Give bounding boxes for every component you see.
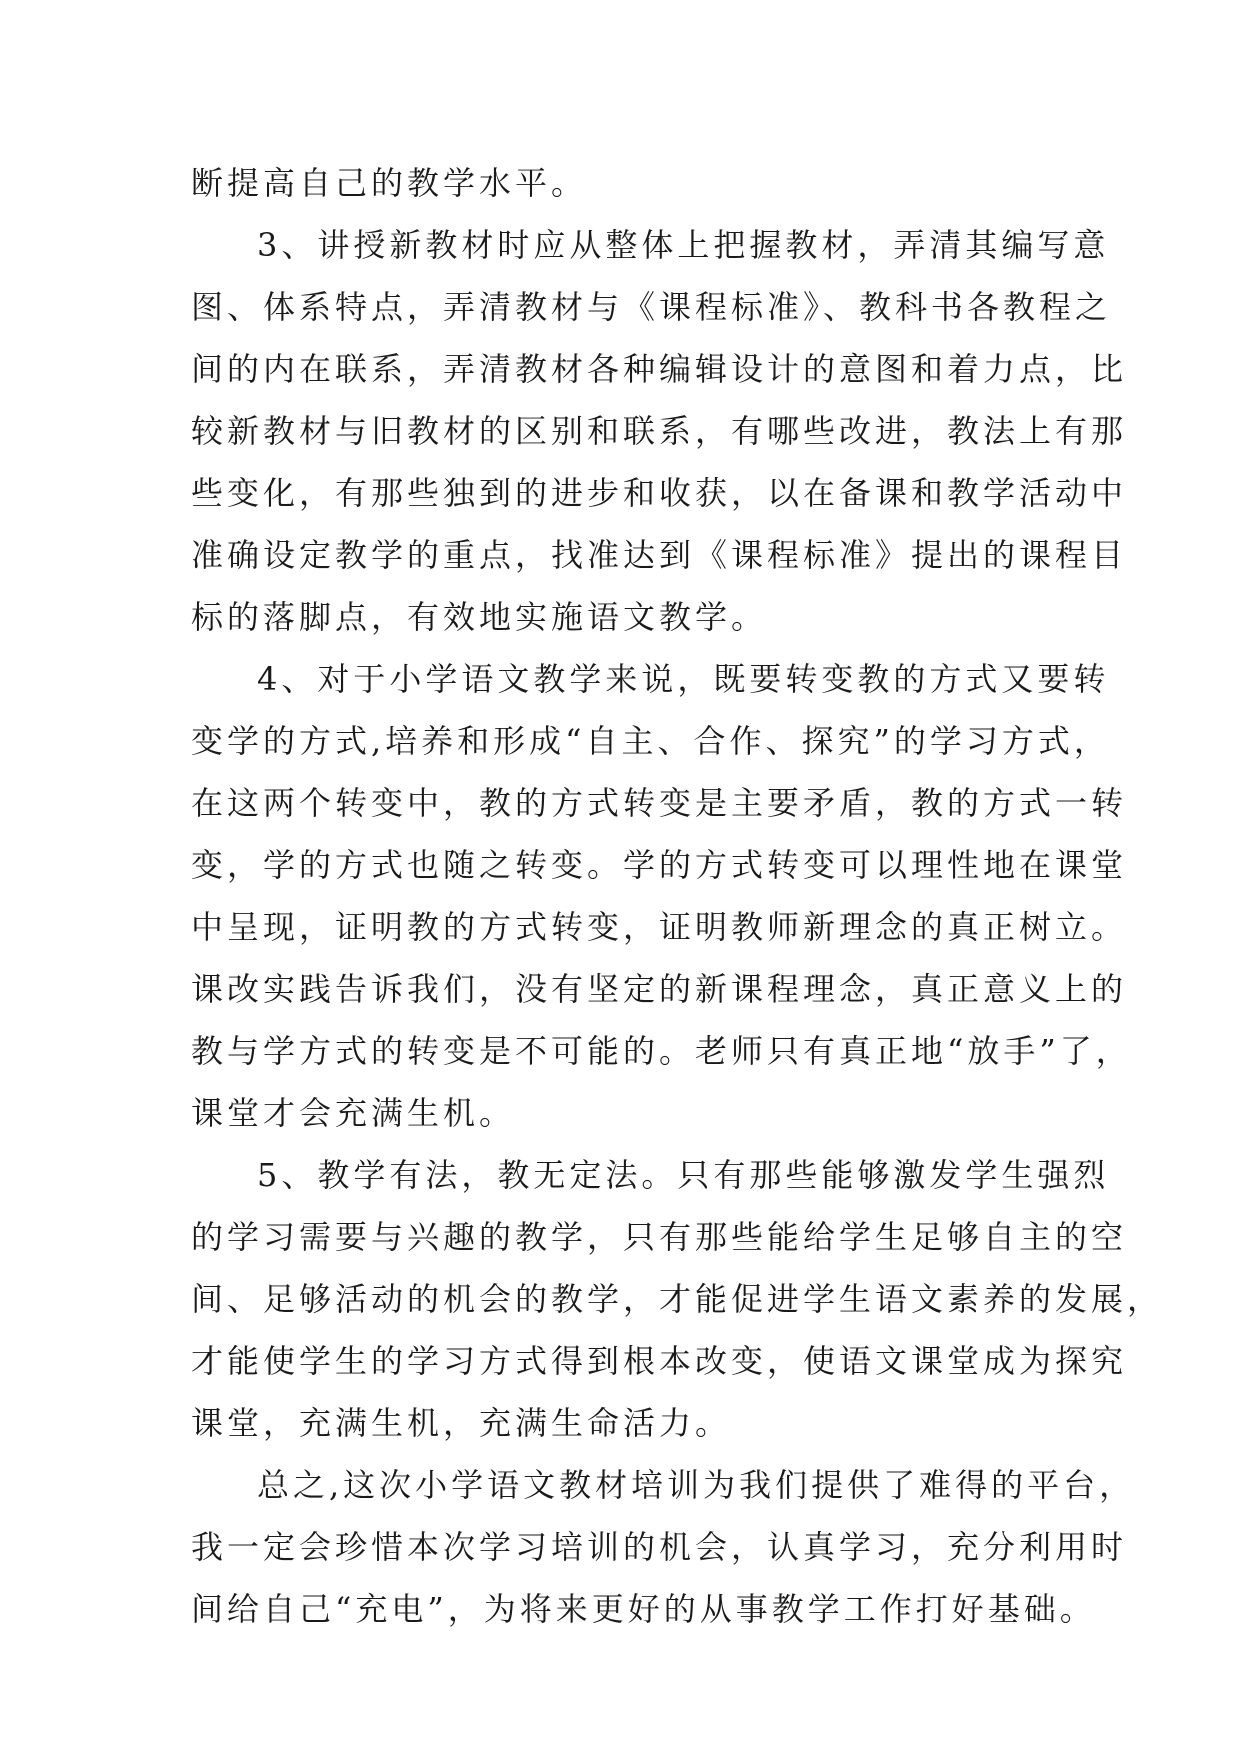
text-line-1: 断提高自己的教学水平。 (191, 164, 588, 202)
document-body (191, 152, 1164, 1640)
text-line-3: 图、体系特点，弄清教材与《课程标准》、教科书各教程之 (191, 288, 1112, 326)
text-line-2: 3、讲授新教材时应从整体上把握教材，弄清其编写意 (257, 226, 1110, 264)
text-line-22: 总之,这次小学语文教材培训为我们提供了难得的平台， (257, 1466, 1136, 1504)
text-line-9: 4、对于小学语文教学来说，既要转变教的方式又要转 (257, 660, 1110, 698)
text-line-7: 准确设定教学的重点，找准达到《课程标准》提出的课程目 (191, 536, 1128, 574)
text-line-10: 变学的方式,培养和形成“自主、合作、探究”的学习方式， (191, 722, 1110, 760)
text-line-17: 5、教学有法，教无定法。只有那些能够激发学生强烈 (257, 1156, 1110, 1194)
text-line-24: 间给自己“充电”，为将来更好的从事教学工作打好基础。 (191, 1590, 1096, 1628)
text-line-6: 些变化，有那些独到的进步和收获，以在备课和教学活动中 (191, 474, 1128, 512)
text-line-23: 我一定会珍惜本次学习培训的机会，认真学习，充分利用时 (191, 1528, 1128, 1566)
text-line-15: 教与学方式的转变是不可能的。老师只有真正地“放手”了， (191, 1032, 1132, 1070)
text-line-12: 变，学的方式也随之转变。学的方式转变可以理性地在课堂 (191, 846, 1128, 884)
text-line-21: 课堂，充满生机，充满生命活力。 (191, 1404, 732, 1442)
text-line-5: 较新教材与旧教材的区别和联系，有哪些改进，教法上有那 (191, 412, 1128, 450)
text-line-18: 的学习需要与兴趣的教学，只有那些能给学生足够自主的空 (191, 1218, 1128, 1256)
text-line-20: 才能使学生的学习方式得到根本改变，使语文课堂成为探究 (191, 1342, 1128, 1380)
text-line-16: 课堂才会充满生机。 (191, 1094, 516, 1132)
text-line-11: 在这两个转变中，教的方式转变是主要矛盾，教的方式一转 (191, 784, 1128, 822)
text-line-13: 中呈现，证明教的方式转变，证明教师新理念的真正树立。 (191, 908, 1128, 946)
text-line-19: 间、足够活动的机会的教学，才能促进学生语文素养的发展， (191, 1280, 1164, 1318)
text-line-14: 课改实践告诉我们，没有坚定的新课程理念，真正意义上的 (191, 970, 1128, 1008)
text-line-8: 标的落脚点，有效地实施语文教学。 (191, 598, 768, 636)
text-line-4: 间的内在联系，弄清教材各种编辑设计的意图和着力点，比 (191, 350, 1128, 388)
